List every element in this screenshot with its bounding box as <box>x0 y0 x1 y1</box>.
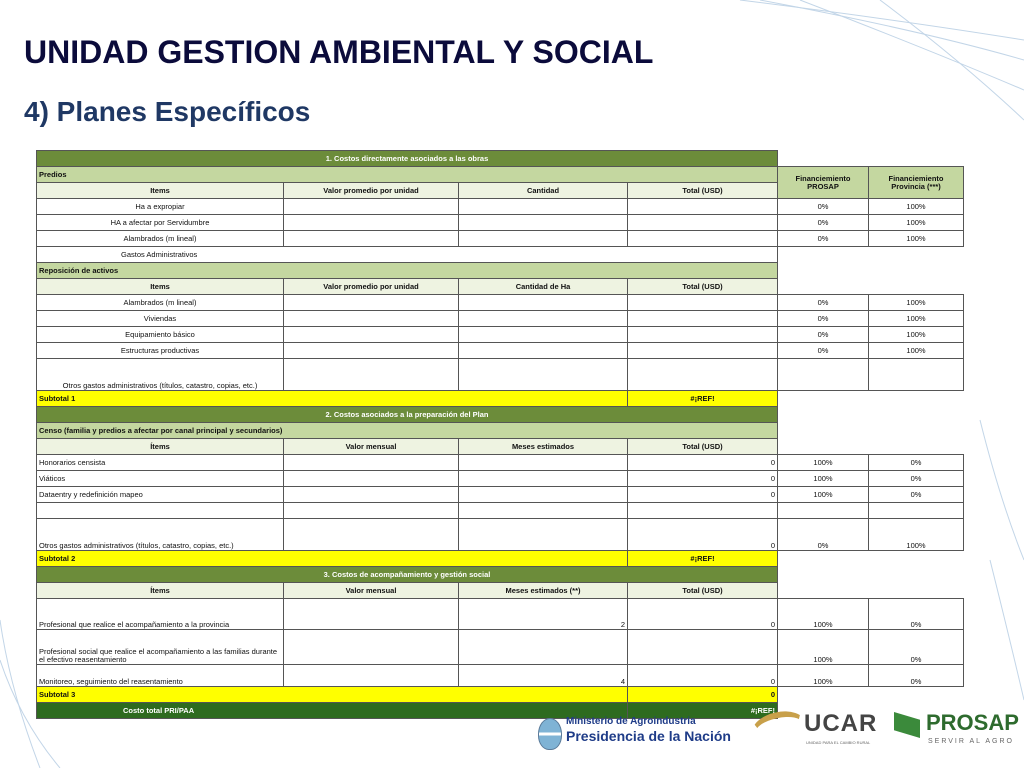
row-provincia: 0% <box>869 487 964 503</box>
section3-title: 3. Costos de acompañamiento y gestión social <box>37 567 778 583</box>
slide-title: UNIDAD GESTION AMBIENTAL Y SOCIAL <box>24 34 654 70</box>
slide-subtitle: 4) Planes Específicos <box>24 96 311 127</box>
total-value: #¡REF! <box>628 703 778 719</box>
censo-label: Censo (familia y predios a afectar por canal principal y secundarios) <box>37 423 778 439</box>
row-item: Profesional que realice el acompañamiento a la provincia <box>37 599 284 630</box>
row-prosap: 100% <box>778 665 869 687</box>
table-row <box>37 630 964 665</box>
subtotal-value: #¡REF! <box>628 551 778 567</box>
column-header: Total (USD) <box>628 439 778 455</box>
row-total: 0 <box>628 471 778 487</box>
row-prosap: 0% <box>778 231 869 247</box>
subtotal-label: Subtotal 3 <box>37 687 628 703</box>
row-prosap: 0% <box>778 295 869 311</box>
ministry-name: Ministerio de Agroindustria <box>566 716 696 727</box>
row-item: Alambrados (m lineal) <box>37 295 284 311</box>
row-item: Ha a expropiar <box>37 199 284 215</box>
column-header: Ítems <box>37 583 284 599</box>
section3-title-row <box>37 567 964 583</box>
row-item: Profesional social que realice el acompañamiento a las familias durante el efectivo reasentamiento <box>37 630 284 665</box>
table-row <box>37 599 964 630</box>
column-header: Ítems <box>37 439 284 455</box>
row-provincia: 100% <box>869 327 964 343</box>
prosap-financing-header: Financiemiento PROSAP <box>778 167 869 199</box>
section1-title-row <box>37 151 964 167</box>
row-provincia: 0% <box>869 471 964 487</box>
row-provincia: 100% <box>869 199 964 215</box>
row-prosap: 100% <box>778 455 869 471</box>
row-item: Viáticos <box>37 471 284 487</box>
ministry-logo <box>538 716 738 756</box>
subtotal-label: Subtotal 1 <box>37 391 628 407</box>
table-row <box>37 327 964 343</box>
table-row <box>37 455 964 471</box>
prosap-tagline: SERVIR AL AGRO <box>928 738 1014 745</box>
column-header: Total (USD) <box>628 279 778 295</box>
table-row <box>37 295 964 311</box>
row-prosap: 0% <box>778 519 869 551</box>
predios-row <box>37 167 964 183</box>
section2-title: 2. Costos asociados a la preparación del Plan <box>37 407 778 423</box>
column-header: Valor mensual <box>284 583 459 599</box>
column-header: Meses estimados (**) <box>459 583 628 599</box>
table-row <box>37 343 964 359</box>
subtotal-row <box>37 391 964 407</box>
reposicion-label: Reposición de activos <box>37 263 778 279</box>
subtotal-value: #¡REF! <box>628 391 778 407</box>
row-item: Otros gastos administrativos (títulos, catastro, copias, etc.) <box>37 519 284 551</box>
row-provincia: 100% <box>869 519 964 551</box>
row-item: Estructuras productivas <box>37 343 284 359</box>
row-provincia: 0% <box>869 455 964 471</box>
section1b-header-row <box>37 279 964 295</box>
table-row <box>37 471 964 487</box>
column-header: Valor promedio por unidad <box>284 183 459 199</box>
column-header: Valor promedio por unidad <box>284 279 459 295</box>
ucar-logo <box>752 708 882 758</box>
subtotal-label: Subtotal 2 <box>37 551 628 567</box>
gastos-admin-label: Gastos Administrativos <box>37 247 778 263</box>
section2-title-row <box>37 407 964 423</box>
row-provincia: 100% <box>869 343 964 359</box>
row-item: HA a afectar por Servidumbre <box>37 215 284 231</box>
row-item: Honorarios censista <box>37 455 284 471</box>
gastos-admin-row <box>37 247 964 263</box>
national-crest-icon <box>538 718 562 750</box>
prosap-logo <box>894 708 1020 758</box>
row-provincia: 100% <box>869 295 964 311</box>
row-total: 0 <box>628 519 778 551</box>
column-header: Total (USD) <box>628 583 778 599</box>
presidency-name: Presidencia de la Nación <box>566 728 731 744</box>
row-prosap: 0% <box>778 215 869 231</box>
row-item: Alambrados (m lineal) <box>37 231 284 247</box>
row-provincia: 100% <box>869 311 964 327</box>
row-meses: 4 <box>459 665 628 687</box>
row-provincia: 100% <box>869 215 964 231</box>
prosap-mark-icon <box>894 712 920 738</box>
row-provincia: 100% <box>869 231 964 247</box>
ucar-wordmark: UCAR <box>804 710 878 737</box>
row-provincia: 0% <box>869 630 964 665</box>
total-label: Costo total PRI/PAA <box>37 703 628 719</box>
row-item: Monitoreo, seguimiento del reasentamiento <box>37 665 284 687</box>
row-total: 0 <box>628 455 778 471</box>
row-total: 0 <box>628 665 778 687</box>
column-header: Cantidad de Ha <box>459 279 628 295</box>
row-prosap: 100% <box>778 487 869 503</box>
row-prosap: 100% <box>778 599 869 630</box>
subtotal-row <box>37 687 964 703</box>
section2-header-row <box>37 439 964 455</box>
predios-label: Predios <box>37 167 778 183</box>
censo-row <box>37 423 964 439</box>
table-row <box>37 311 964 327</box>
row-item: Otros gastos administrativos (títulos, catastro, copias, etc.) <box>37 359 284 391</box>
row-prosap: 100% <box>778 471 869 487</box>
ucar-tagline: UNIDAD PARA EL CAMBIO RURAL <box>806 740 871 745</box>
table-row <box>37 487 964 503</box>
row-prosap: 0% <box>778 199 869 215</box>
table-row <box>37 199 964 215</box>
row-provincia: 0% <box>869 665 964 687</box>
cost-table <box>36 150 964 719</box>
row-meses: 2 <box>459 599 628 630</box>
table-row <box>37 215 964 231</box>
row-prosap: 0% <box>778 327 869 343</box>
table-row <box>37 231 964 247</box>
row-total <box>628 630 778 665</box>
row-provincia: 0% <box>869 599 964 630</box>
section3-header-row <box>37 583 964 599</box>
row-item: Dataentry y redefinición mapeo <box>37 487 284 503</box>
table-row <box>37 665 964 687</box>
table-row <box>37 519 964 551</box>
reposicion-row <box>37 263 964 279</box>
row-prosap: 0% <box>778 343 869 359</box>
row-item: Equipamiento básico <box>37 327 284 343</box>
row-prosap: 100% <box>778 630 869 665</box>
column-header: Items <box>37 183 284 199</box>
provincia-financing-header: Financiemiento Provincia (***) <box>869 167 964 199</box>
table-row-empty <box>37 503 964 519</box>
table-row <box>37 359 964 391</box>
ucar-swoosh-icon <box>749 707 808 750</box>
row-total: 0 <box>628 599 778 630</box>
row-meses <box>459 630 628 665</box>
column-header: Valor mensual <box>284 439 459 455</box>
prosap-wordmark: PROSAP <box>926 710 1019 735</box>
subtotal-row <box>37 551 964 567</box>
column-header: Meses estimados <box>459 439 628 455</box>
subtotal-value: 0 <box>628 687 778 703</box>
row-item: Viviendas <box>37 311 284 327</box>
row-prosap: 0% <box>778 311 869 327</box>
row-total: 0 <box>628 487 778 503</box>
section1-title: 1. Costos directamente asociados a las obras <box>37 151 778 167</box>
column-header: Total (USD) <box>628 183 778 199</box>
column-header: Cantidad <box>459 183 628 199</box>
column-header: Items <box>37 279 284 295</box>
